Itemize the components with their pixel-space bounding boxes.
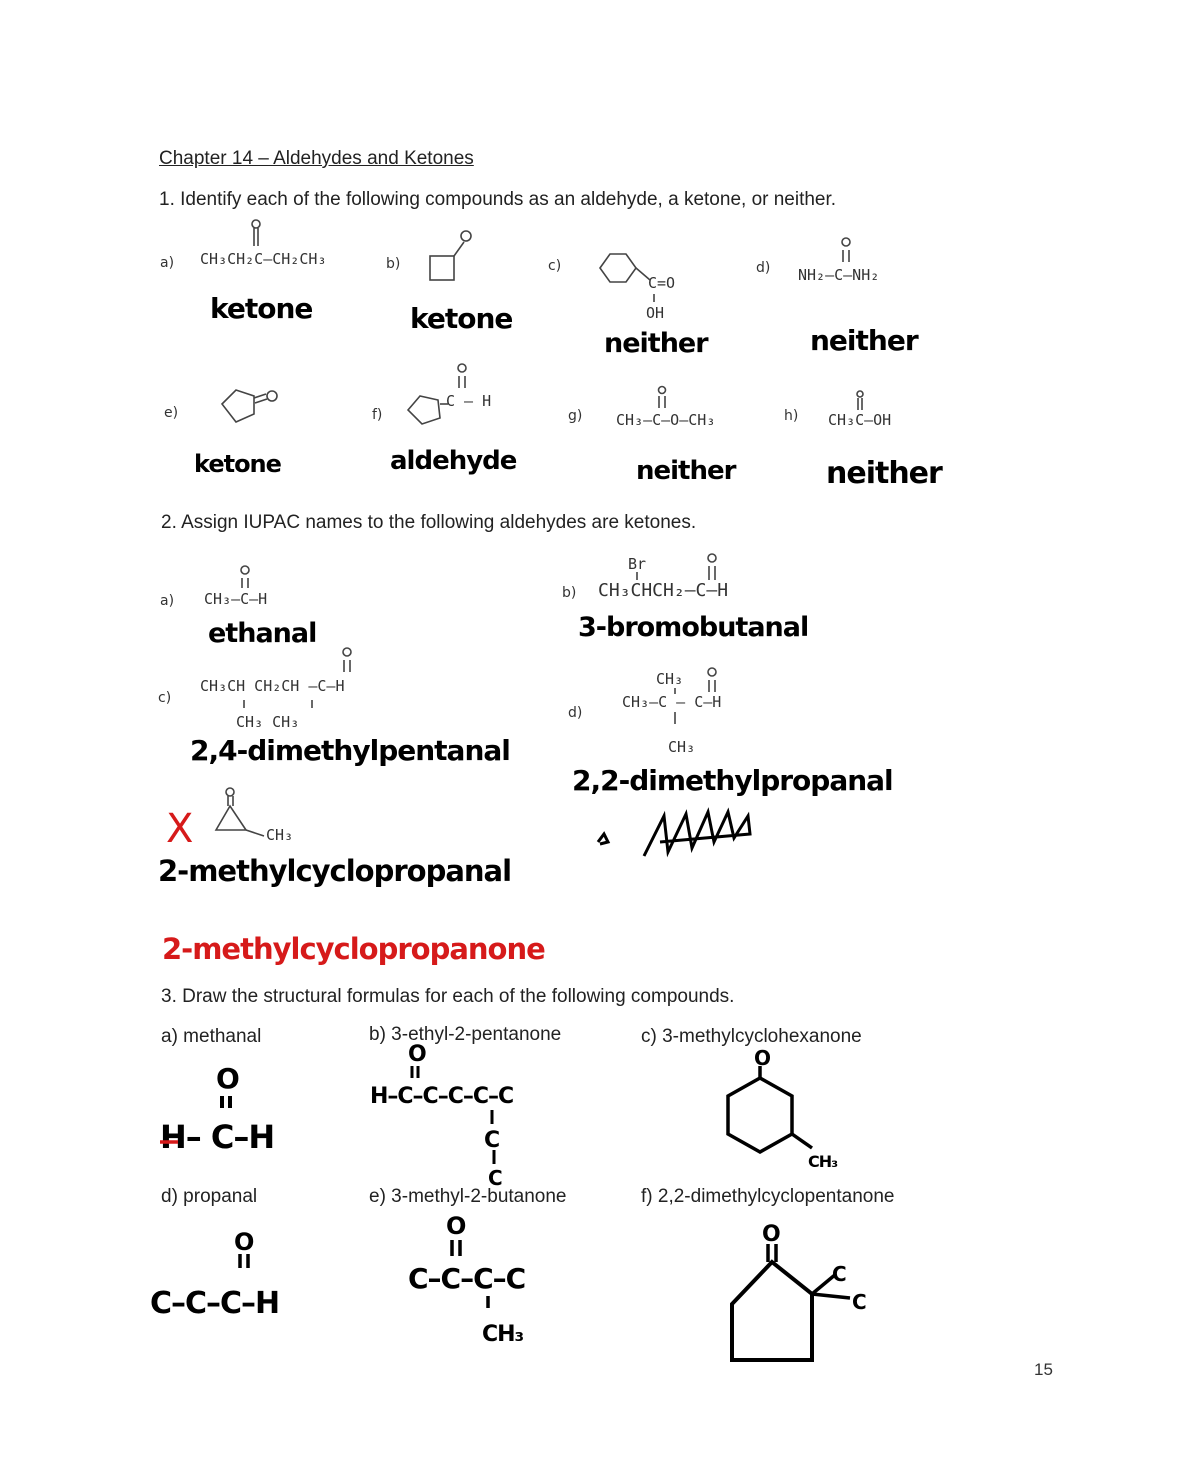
q2-b-sub: Br xyxy=(628,555,647,573)
q2-c-bonds xyxy=(244,660,350,708)
q3-b-body: H–C–C–C–C–C xyxy=(370,1084,514,1109)
q3-f-label: f) 2,2-dimethylcyclopentanone xyxy=(641,1186,895,1207)
q1-c-formula2: OH xyxy=(646,304,665,322)
q1-c-label: c) xyxy=(548,258,562,274)
q1-h-answer: neither xyxy=(826,456,942,491)
q2-b-label: b) xyxy=(562,585,577,601)
q3-d-label: d) propanal xyxy=(161,1186,258,1207)
q1-c-formula: C=O xyxy=(648,274,676,292)
q2-c-oxygen xyxy=(343,648,351,656)
q2-b-answer: 3-bromobutanal xyxy=(578,612,809,643)
q1-d-double-bond xyxy=(843,250,849,262)
q3-b-o: O xyxy=(408,1042,426,1067)
q2-c-sub: CH₃ CH₃ xyxy=(236,713,300,731)
q2-d-top: CH₃ xyxy=(656,670,684,688)
q2-a-oxygen xyxy=(241,566,249,574)
q1-h-formula: CH₃C–OH xyxy=(828,411,892,429)
q1-f-oxygen xyxy=(458,364,466,372)
q2-d-bonds xyxy=(675,680,715,724)
q3-d-o: O xyxy=(234,1228,254,1256)
q3-e-ch3: CH₃ xyxy=(482,1322,524,1347)
q1-d-formula: NH₂–C–NH₂ xyxy=(798,266,880,284)
q1-a-formula: CH₃CH₂C–CH₂CH₃ xyxy=(200,250,327,268)
q2-d-bottom: CH₃ xyxy=(668,738,696,756)
q3-b-c1: C xyxy=(484,1128,500,1153)
q3-b-c2: C xyxy=(488,1166,502,1190)
q3-a-double-bond xyxy=(222,1096,230,1108)
q1-f-formula: C – H xyxy=(446,392,492,410)
q1-c-ring xyxy=(600,254,636,282)
q1-d-oxygen xyxy=(842,238,850,246)
q3-d-double-bond xyxy=(240,1254,248,1268)
q1-b-answer: ketone xyxy=(410,302,513,335)
q3-e-o: O xyxy=(446,1212,466,1240)
q2-b-oxygen xyxy=(708,554,716,562)
q3-e-bonds xyxy=(452,1240,488,1308)
q3-c-o: O xyxy=(754,1046,771,1070)
q3-b-double-bond xyxy=(412,1066,418,1078)
q1-g-answer: neither xyxy=(636,456,736,486)
q2-b-bonds xyxy=(637,566,715,580)
q1-f-ring xyxy=(408,396,440,424)
q3-e-label: e) 3-methyl-2-butanone xyxy=(369,1186,567,1207)
q1-h-double-bond xyxy=(858,398,862,410)
q1-prompt: 1. Identify each of the following compounds as an aldehyde, a ketone, or neither. xyxy=(159,189,837,210)
q1-d-label: d) xyxy=(756,260,771,276)
q3-b-bonds xyxy=(492,1110,494,1164)
q3-e-body: C–C–C–C xyxy=(408,1262,526,1295)
q1-f-double-bond xyxy=(459,376,465,388)
q1-e-double-bond xyxy=(254,394,267,403)
page-title: Chapter 14 – Aldehydes and Ketones xyxy=(159,148,474,169)
q1-a-double-bond xyxy=(254,228,258,246)
q1-b-bond xyxy=(454,242,464,256)
q1-f-answer: aldehyde xyxy=(390,446,517,476)
q1-a-answer: ketone xyxy=(210,292,313,325)
q1-e-ring xyxy=(222,390,254,422)
q3-a-label: a) methanal xyxy=(161,1026,262,1047)
q2-e-correction: 2-methylcyclopropanone xyxy=(162,932,545,966)
q2-e-answer: 2-methylcyclopropanal xyxy=(158,854,512,888)
q1-h-label: h) xyxy=(784,408,799,424)
q2-a-double-bond xyxy=(242,578,248,588)
q2-e-formula: CH₃ xyxy=(266,826,294,844)
q1-g-oxygen xyxy=(659,387,666,394)
q3-a-body: H– C–H xyxy=(160,1118,275,1156)
q1-c-bonds xyxy=(636,268,654,302)
q1-a-oxygen xyxy=(252,220,260,228)
q2-prompt: 2. Assign IUPAC names to the following aldehydes are ketones. xyxy=(161,512,697,533)
q3-c-label: c) 3-methylcyclohexanone xyxy=(641,1026,862,1047)
q2-d-oxygen xyxy=(708,668,716,676)
q3-f-c1: C xyxy=(832,1262,846,1286)
q3-d-body: C–C–C–H xyxy=(150,1286,280,1321)
q2-d-formula: CH₃–C – C–H xyxy=(622,693,722,711)
q2-d-label: d) xyxy=(568,705,583,721)
q3-c-ch3: CH₃ xyxy=(808,1152,838,1171)
q3-b-label: b) 3-ethyl-2-pentanone xyxy=(369,1024,562,1045)
q2-c-label: c) xyxy=(158,690,172,706)
q1-g-double-bond xyxy=(659,396,665,408)
q2-a-formula: CH₃–C–H xyxy=(204,590,268,608)
q1-b-oxygen xyxy=(461,231,471,241)
q2-a-label: a) xyxy=(160,593,175,609)
q2-c-formula: CH₃CH CH₂CH –C–H xyxy=(200,677,345,695)
q1-g-formula: CH₃–C–O–CH₃ xyxy=(616,411,716,429)
q3-a-o: O xyxy=(216,1062,239,1095)
wrong-mark: X xyxy=(166,806,193,852)
q1-b-ring xyxy=(430,256,454,280)
q2-a-answer: ethanal xyxy=(208,618,317,649)
q2-b-formula: CH₃CHCH₂–C–H xyxy=(598,580,729,601)
q2-d-answer: 2,2-dimethylpropanal xyxy=(572,764,893,797)
q3-f-ring xyxy=(732,1262,812,1360)
q1-e-answer: ketone xyxy=(194,450,281,478)
q1-h-oxygen xyxy=(857,391,863,397)
q2-e-ring xyxy=(216,806,246,830)
q1-e-label: e) xyxy=(164,405,179,421)
q1-f-label: f) xyxy=(372,407,383,423)
q1-a-label: a) xyxy=(160,255,175,271)
page-number: 15 xyxy=(1034,1360,1053,1379)
q3-f-c2: C xyxy=(852,1290,866,1314)
q1-g-label: g) xyxy=(568,408,583,424)
q1-c-answer: neither xyxy=(604,328,708,359)
q3-prompt: 3. Draw the structural formulas for each of the following compounds. xyxy=(161,986,735,1007)
q2-c-answer: 2,4-dimethylpentanal xyxy=(190,734,510,767)
q1-b-label: b) xyxy=(386,256,401,272)
q3-f-o: O xyxy=(762,1222,780,1247)
scribble-mark xyxy=(598,812,750,856)
q3-c-ring xyxy=(728,1078,792,1152)
q1-d-answer: neither xyxy=(810,324,918,357)
q2-e-oxygen xyxy=(226,788,234,796)
q1-e-oxygen xyxy=(267,391,277,401)
